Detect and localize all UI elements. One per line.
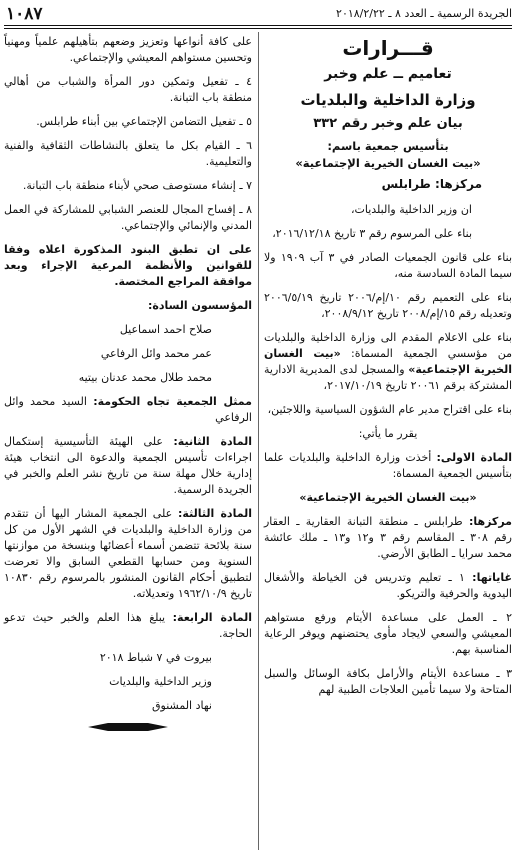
paragraph bbox=[264, 330, 512, 394]
section-subtitle: تعاميم ــ علم وخبر bbox=[324, 66, 452, 82]
article-3 bbox=[4, 506, 252, 602]
goal-item: ٤ ـ تفعيل وتمكين دور المرأة والشباب من أهالي منطقة باب التبانة. bbox=[4, 75, 252, 104]
paragraph-text: والمسجل لدى المديرية الادارية المشتركة برقم ٢٠٠٦١ تاريخ ٢٠١٧/١٠/١٩، bbox=[264, 363, 512, 392]
paragraph: ان وزير الداخلية والبلديات، bbox=[350, 203, 472, 216]
article-label: المادة الثانية: bbox=[173, 435, 252, 448]
government-representative bbox=[4, 394, 252, 426]
rep-label: ممثل الجمعية تجاه الحكومة: bbox=[93, 395, 252, 408]
ministry-name: وزارة الداخلية والبلديات bbox=[300, 91, 476, 109]
article-label: المادة الرابعة: bbox=[172, 611, 252, 624]
rep-name: السيد محمد وائل الرفاعي bbox=[4, 395, 252, 424]
legal-note: على ان تطبق البنود المذكورة اعلاه وفقا للقوانين والأنظمة المرعية الإجراء وبعد موافقة المراجع المختصة. bbox=[4, 243, 252, 288]
paragraph: بناء على التعميم رقم ١٠/إم/٢٠٠٦ تاريخ ٢٠٠٦/٥/١٩ وتعديله رقم ١٥/إم/٢٠٠٨ تاريخ ٢٠٠٨/٩/١٢، bbox=[264, 291, 512, 320]
article-text: على الجمعية المشار اليها أن تتقدم من وزارة الداخلية والبلديات في الشهر الأول من كل سنة بلائحة تتضمن أسماء أعضائها وبنسخة من موازنتها السنوية ومن حسابها القطعي السابق والا تعرضت لتطبيق أحكام القانون المنشور بالمرسوم رقم ١٠٨٣٠ تاريخ ١٩٦٢/١٠/٩ وتعديلاته. bbox=[4, 507, 252, 600]
goal-item: ٣ ـ مساعدة الأيتام والأرامل بكافة الوسائل والسبل المتاحة ولا سيما تأمين العلاجات الطبية لهم bbox=[264, 667, 512, 696]
goals-label: غاياتها: bbox=[472, 571, 512, 584]
association-name-inline: «بيت الغسان الخيرية الإجتماعية» bbox=[264, 347, 512, 376]
column-divider bbox=[258, 32, 259, 850]
section-title: قـــرارات bbox=[342, 36, 434, 60]
hq-full bbox=[264, 514, 512, 562]
founder-name: صلاح احمد اسماعيل bbox=[119, 323, 212, 336]
goal-item: ٢ ـ العمل على مساعدة الأيتام ورفع مستواهم المعيشي والسعي لايجاد مأوى يحتضنهم ويوفر الرعاية المناسبة بهم. bbox=[264, 611, 512, 656]
goal-item: ٦ ـ القيام بكل ما يتعلق بالنشاطات الثقافية والفنية والتعليمية. bbox=[4, 139, 252, 168]
founders-label: المؤسسون السادة: bbox=[147, 299, 252, 312]
article-label: المادة الاولى: bbox=[436, 451, 512, 464]
statement-number: بيان علم وخبر رقم ٣٣٢ bbox=[313, 116, 463, 131]
signer-title: وزير الداخلية والبلديات bbox=[109, 675, 212, 688]
paragraph: بناء على اقتراح مدير عام الشؤون السياسية واللاجئين، bbox=[267, 403, 512, 416]
article-4 bbox=[4, 610, 252, 642]
article-text: على الهيئة التأسيسية إستكمال اجراءات تأسيس الجمعية والدعوة الى انتخاب هيئة إدارية خلال مهلة سنة من تاريخ نشر العلم والخبر في الجريدة الرسمية. bbox=[4, 435, 252, 496]
founder-name: عمر محمد وائل الرفاعي bbox=[100, 347, 212, 360]
hq-label: مركزها: bbox=[468, 515, 512, 528]
header-rule bbox=[4, 25, 512, 26]
goal-item: ١ ـ تعليم وتدريس فن الخياطة والأشغال اليدوية والحرفية والتريكو. bbox=[264, 571, 512, 600]
hq-text: طرابلس ـ منطقة التبانة العقارية ـ العقار رقم ٣٠٨ ـ المقاسم رقم ٣ و١٢ و١٣ ـ ملك عائشة محمد سرايا ـ الطابق الأرضي. bbox=[264, 515, 512, 560]
article-text: أخذت وزارة الداخلية والبلديات علما بتأسيس الجمعية المسماة: bbox=[264, 451, 512, 480]
gazette-issue-title: الجريدة الرسمية ـ العدد ٨ ـ ٢٠١٨/٢/٢٢ bbox=[336, 7, 512, 20]
article-1 bbox=[264, 450, 512, 482]
decides-line: يقرر ما يأتي: bbox=[358, 427, 418, 440]
paragraph: بناء على قانون الجمعيات الصادر في ٣ آب ١٩٠٩ ولا سيما المادة السادسة منه، bbox=[264, 251, 513, 280]
association-name: «بيت الغسان الخيرية الإجتماعية» bbox=[295, 156, 481, 170]
goals bbox=[264, 570, 512, 602]
article-label: المادة الثالثة: bbox=[178, 507, 252, 520]
date-line: بيروت في ٧ شباط ٢٠١٨ bbox=[99, 651, 212, 664]
article-2 bbox=[4, 434, 252, 498]
goal-continuation: على كافة أنواعها وتعزيز وضعهم بتأهيلهم علمياً ومهنياً وتحسين مستواهم المعيشي والإجتماعي. bbox=[4, 35, 252, 64]
paragraph-text: بناء على الاعلام المقدم الى وزارة الداخلية والبلديات من مؤسسي الجمعية المسماة: bbox=[264, 331, 512, 360]
founding-line: بتأسيس جمعية باسم: bbox=[327, 139, 449, 153]
founder-name: محمد طلال محمد عدنان بيتيه bbox=[78, 371, 212, 384]
goal-item: ٥ ـ تفعيل التضامن الإجتماعي بين أبناء طرابلس. bbox=[36, 115, 252, 128]
page-header bbox=[4, 4, 512, 26]
paragraph: بناء على المرسوم رقم ٣ تاريخ ٢٠١٦/١٢/١٨، bbox=[272, 227, 472, 240]
section-end-ornament bbox=[88, 722, 168, 732]
goal-item: ٧ ـ إنشاء مستوصف صحي لأبناء منطقة باب التبانة. bbox=[22, 179, 252, 192]
association-name-centered: «بيت الغسان الخيرية الإجتماعية» bbox=[299, 491, 477, 504]
header-rule-double bbox=[4, 28, 512, 29]
goal-item: ٨ ـ إفساح المجال للعنصر الشبابي للمشاركة في العمل المدني والإنمائي والإجتماعي. bbox=[4, 203, 252, 232]
page-number: ١٠٨٧ bbox=[6, 4, 43, 24]
hq-line: مركزها: طرابلس bbox=[381, 177, 482, 191]
right-column bbox=[264, 34, 512, 706]
article-text: يبلغ هذا العلم والخبر حيث تدعو الحاجة. bbox=[4, 611, 252, 640]
left-column bbox=[4, 34, 252, 732]
signer-name: نهاد المشنوق bbox=[152, 699, 212, 712]
